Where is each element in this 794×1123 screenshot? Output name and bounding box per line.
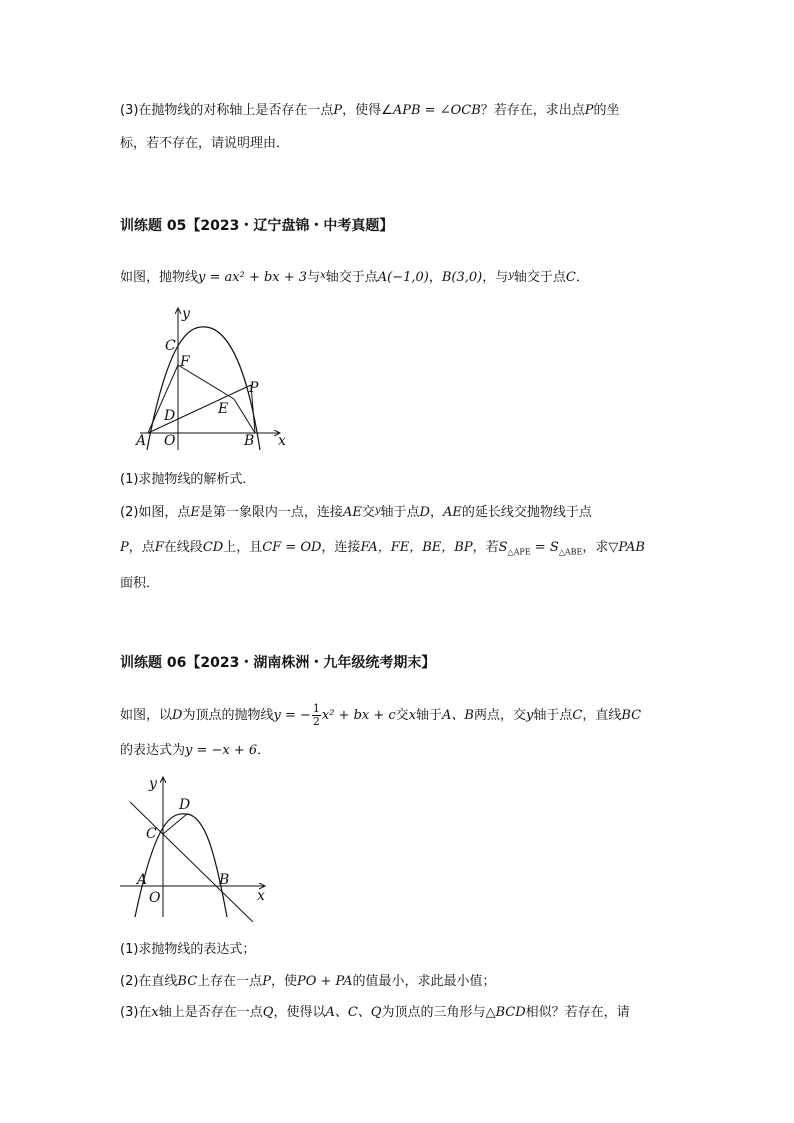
exercise-05-heading: 训练题 05【2023・辽宁盘锦・中考真题】 — [120, 218, 394, 234]
label-x: x — [257, 888, 265, 904]
exercise-06-q3: (3)在x轴上是否存在一点Q，使得以A、C、Q为顶点的三角形与△BCD相似？若存在，请 — [120, 1005, 630, 1020]
label-D: D — [179, 797, 191, 813]
label-y: y — [149, 776, 157, 792]
label-D: D — [164, 408, 176, 424]
label-E: E — [218, 401, 229, 417]
label-y: y — [182, 306, 190, 322]
label-B: B — [244, 433, 255, 449]
prev-q3-line1: (3)在抛物线的对称轴上是否存在一点P，使得∠APB = ∠OCB？若存在，求出点P的坐 — [120, 103, 620, 118]
segment-CD — [163, 814, 187, 834]
exercise-05-q2-line3: 面积． — [120, 576, 160, 591]
label-O: O — [149, 890, 161, 906]
exercise-05-q2-line1: (2)如图，点E是第一象限内一点，连接AE交$^y$轴于点D，AE的延长线交抛物线于点 — [120, 505, 592, 520]
label-x: x — [278, 433, 286, 449]
fraction-one-half: $\frac{1}{2}$ — [312, 702, 320, 728]
exercise-05-q2-line2: P，点F在线段CD上，且CF = OD，连接FA，FE，BE，BP，若$S_{\triangle APE} = S_{\triangle ABE}$，求▽PAB — [120, 540, 645, 557]
exercise-05-figure — [130, 300, 300, 455]
label-F: F — [180, 354, 190, 370]
label-B: B — [219, 872, 230, 888]
exercise-06-intro: 如图，以D为顶点的抛物线y = − $\frac{1}{2}$ x² + bx + c交x轴于A、B两点，交y轴于点C，直线BC — [120, 702, 642, 728]
label-A: A — [137, 872, 148, 888]
label-P: P — [249, 380, 259, 396]
label-O: O — [164, 433, 176, 449]
label-C: C — [165, 338, 176, 354]
label-C: C — [146, 826, 157, 842]
exercise-05-intro: 如图，抛物线y = ax² + bx + 3与$^x$轴交于点A(−1,0)，B(3,0)，与$^y$轴交于点C． — [120, 270, 589, 285]
exercise-06-heading: 训练题 06【2023・湖南株洲・九年级统考期末】 — [120, 655, 436, 671]
segment-FE — [178, 365, 234, 399]
exercise-06-figure — [115, 772, 280, 922]
exercise-05-q1: (1)求抛物线的解析式． — [120, 472, 256, 487]
exercise-06-q1: (1)求抛物线的表达式； — [120, 942, 256, 957]
prev-q3-line2: 标，若不存在，请说明理由． — [120, 136, 290, 151]
exercise-06-q2: (2)在直线BC上存在一点P，使PO + PA的值最小，求此最小值； — [120, 974, 496, 989]
exercise-06-intro-line2: 的表达式为y = −x + 6． — [120, 743, 271, 758]
label-A: A — [136, 433, 147, 449]
